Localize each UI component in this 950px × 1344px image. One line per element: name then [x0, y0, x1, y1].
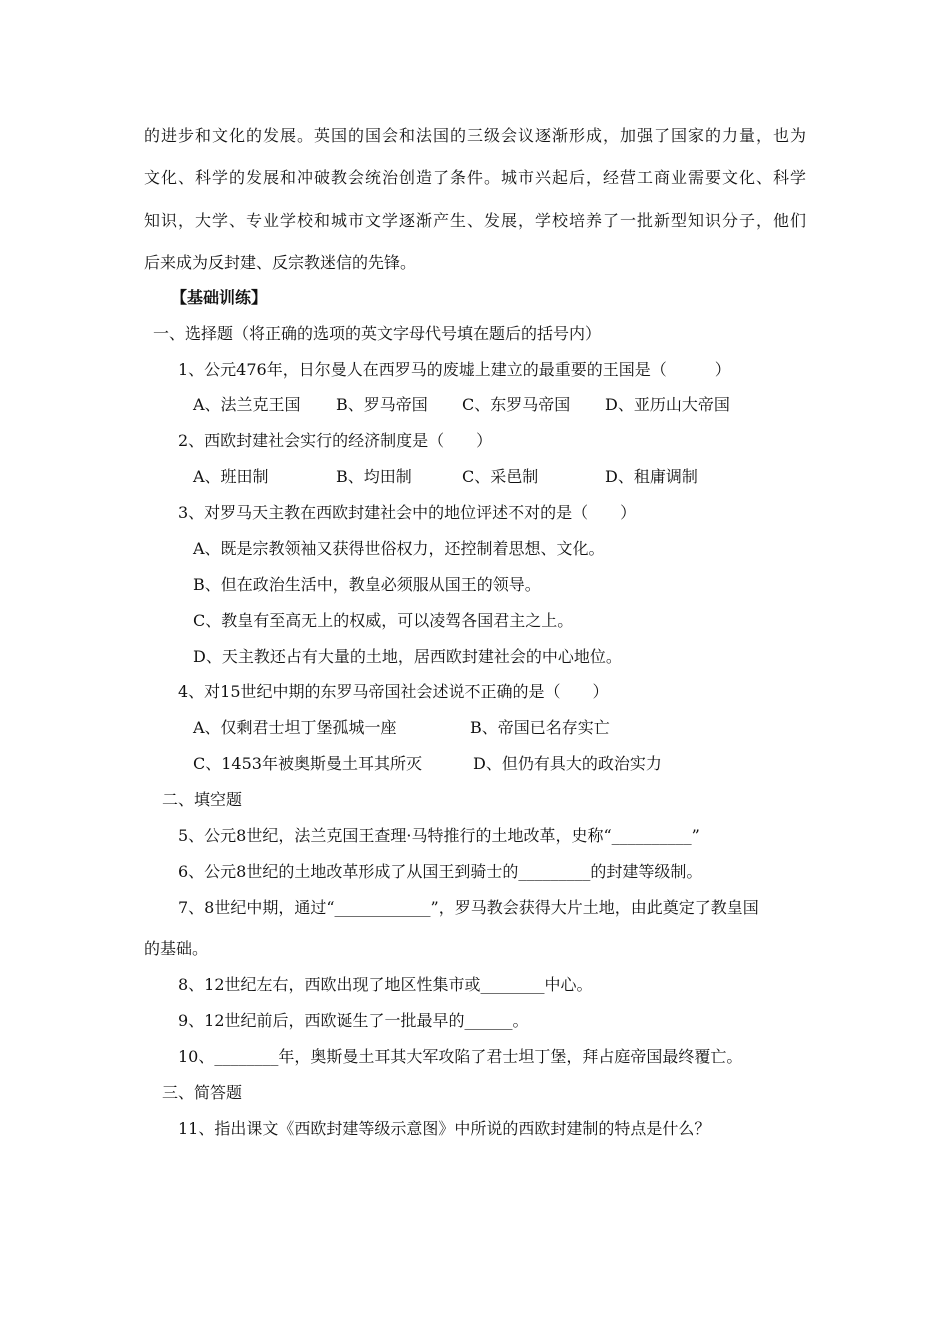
q3-option-b: B、但在政治生活中，教皇必须服从国王的领导。 — [193, 575, 541, 594]
section-title: 【基础训练】 — [171, 288, 268, 307]
q10-text: 10、________年，奥斯曼土耳其大军攻陷了君士坦丁堡，拜占庭帝国最终覆亡。 — [178, 1047, 743, 1066]
q1-option-c: C、东罗马帝国 — [462, 395, 571, 414]
q2-stem: 2、西欧封建社会实行的经济制度是（ ） — [178, 431, 493, 450]
q4-option-d: D、但仍有具大的政治实力 — [473, 754, 662, 773]
q4-stem: 4、对15世纪中期的东罗马帝国社会述说不正确的是（ ） — [178, 682, 609, 701]
q3-option-c: C、教皇有至高无上的权威，可以凌驾各国君主之上。 — [193, 611, 574, 630]
q2-option-c: C、采邑制 — [462, 467, 539, 486]
q5-text: 5、公元8世纪，法兰克国王查理·马特推行的土地改革，史称“__________” — [178, 826, 700, 845]
intro-line-4: 后来成为反封建、反宗教迷信的先锋。 — [144, 253, 417, 272]
q7-text-line1: 7、8世纪中期，通过“____________”，罗马教会获得大片土地，由此奠定了教皇国 — [178, 898, 759, 917]
q4-option-b: B、帝国已名存实亡 — [470, 718, 610, 737]
q4-option-c: C、1453年被奥斯曼土耳其所灭 — [193, 754, 422, 773]
q2-option-b: B、均田制 — [336, 467, 412, 486]
intro-line-3: 知识，大学、专业学校和城市文学逐渐产生、发展，学校培养了一批新型知识分子，他们 — [144, 211, 806, 230]
q1-option-b: B、罗马帝国 — [336, 395, 428, 414]
intro-line-2: 文化、科学的发展和冲破教会统治创造了条件。城市兴起后，经营工商业需要文化、科学 — [144, 168, 806, 187]
q3-option-a: A、既是宗教领袖又获得世俗权力，还控制着思想、文化。 — [193, 539, 605, 558]
q11-text: 11、指出课文《西欧封建等级示意图》中所说的西欧封建制的特点是什么？ — [178, 1119, 711, 1138]
q1-option-d: D、亚历山大帝国 — [605, 395, 730, 414]
q1-stem: 1、公元476年，日尔曼人在西罗马的废墟上建立的最重要的王国是（ ） — [178, 360, 731, 379]
q3-option-d: D、天主教还占有大量的土地，居西欧封建社会的中心地位。 — [193, 647, 622, 666]
q2-option-a: A、班田制 — [193, 467, 269, 486]
part1-heading: 一、选择题（将正确的选项的英文字母代号填在题后的括号内） — [153, 324, 602, 343]
part3-heading: 三、简答题 — [162, 1083, 243, 1102]
q6-text: 6、公元8世纪的土地改革形成了从国王到骑士的_________的封建等级制。 — [178, 862, 703, 881]
part2-heading: 二、填空题 — [162, 790, 243, 809]
q1-option-a: A、法兰克王国 — [193, 395, 301, 414]
q4-option-a: A、仅剩君士坦丁堡孤城一座 — [193, 718, 397, 737]
q2-option-d: D、租庸调制 — [605, 467, 698, 486]
q3-stem: 3、对罗马天主教在西欧封建社会中的地位评述不对的是（ ） — [178, 503, 637, 522]
q9-text: 9、12世纪前后，西欧诞生了一批最早的______。 — [178, 1011, 529, 1030]
q8-text: 8、12世纪左右，西欧出现了地区性集市或________中心。 — [178, 975, 593, 994]
q7-text-line2: 的基础。 — [144, 939, 209, 958]
intro-line-1: 的进步和文化的发展。英国的国会和法国的三级会议逐渐形成，加强了国家的力量，也为 — [144, 126, 806, 145]
